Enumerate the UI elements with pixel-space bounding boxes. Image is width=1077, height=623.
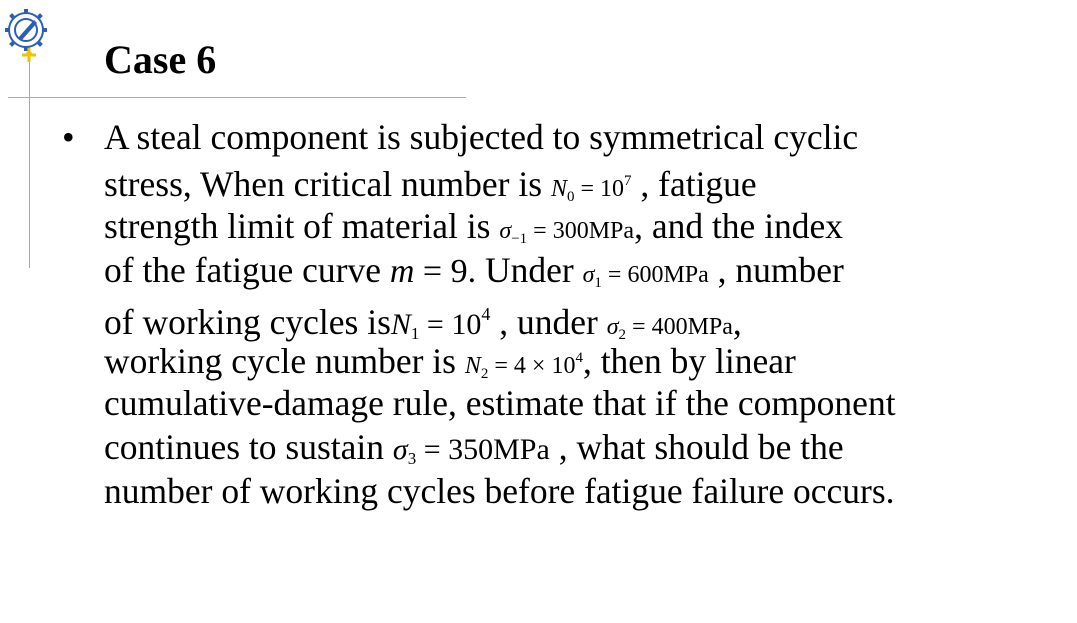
line-9: number of working cycles before fatigue failure occurs. [104, 471, 895, 512]
stress-3-formula: $\sigma_3 = 350MPa$ [392, 433, 550, 469]
gear-pen-logo-icon [0, 4, 58, 62]
stress-2-formula: $\sigma_2 = 400MPa$ [606, 314, 733, 344]
fatigue-limit-formula: $\sigma_{-1} = 300MPa$ [499, 217, 635, 247]
line-8: continues to sustain $\sigma_3 = 350MPa$ , what should be the [104, 427, 844, 469]
cycles-2-formula: $N_2 = 4 \times 10^4$ [464, 350, 583, 383]
slide-title: Case 6 [104, 37, 217, 82]
line-7: cumulative-damage rule, estimate that if the component [104, 382, 896, 423]
vertical-accent-line [29, 62, 30, 268]
cycles-1-formula: $N_1 = 10^4$ [390, 304, 491, 344]
line-6: working cycle number is $N_2 = 4 \times 10^4$, then by linear [104, 341, 796, 383]
stress-1-formula: $\sigma_1 = 600MPa$ [582, 261, 709, 291]
line-3: strength limit of material is $\sigma_{-1} = 300MPa$, and the index [104, 205, 844, 247]
title-underline [8, 97, 466, 98]
problem-statement [104, 115, 1069, 514]
critical-cycle-formula: $N_0 = 10^7$ [550, 173, 632, 206]
line-5: of working cycles $isN_1 = 10^4$ , under $\sigma_2 = 400MPa$, [104, 302, 742, 344]
bullet-marker: • [62, 117, 75, 157]
curve-index-formula: m = 9. [389, 252, 477, 290]
line-4: of the fatigue curve m = 9. Under $\sigma_1 = 600MPa$ , number [104, 249, 844, 291]
line-1: A steal component is subjected to symmetrical cyclic [104, 117, 859, 157]
line-2: stress, When critical number is $N_0 = 10^7$ , fatigue [104, 164, 757, 206]
